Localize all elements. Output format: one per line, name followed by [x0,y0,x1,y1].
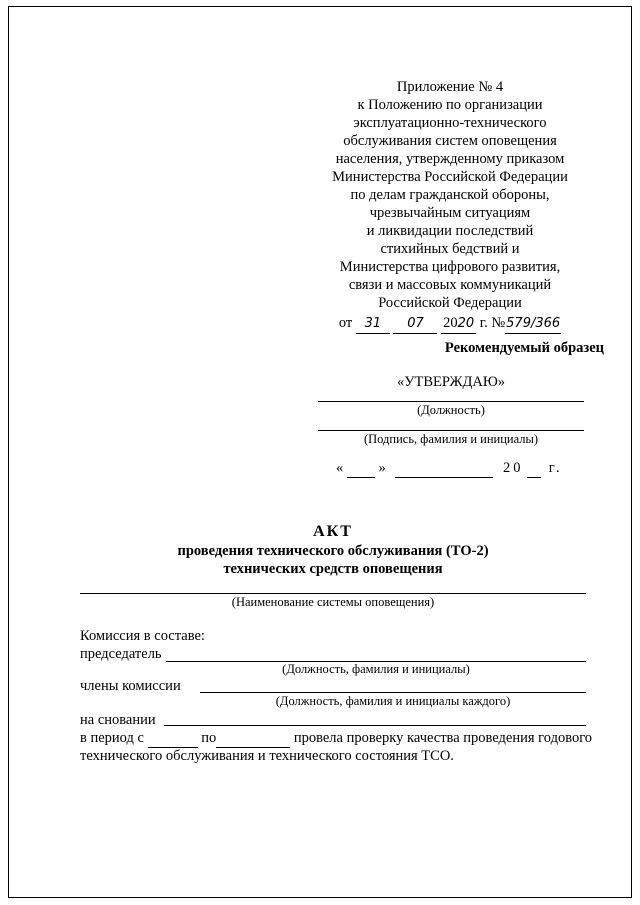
period-to-blank [216,730,290,748]
appendix-line: стихийных бедствий и [380,241,520,257]
appendix-line: населения, утвержденному приказом [335,151,565,167]
approve-year-prefix: 20 [503,460,524,476]
members-label: члены комиссии [80,678,181,694]
recommended-sample-label: Рекомендуемый образец [444,340,604,356]
act-subtitle-2: технических средств оповещения [223,561,443,577]
approve-year-blank [527,460,541,478]
basis-label: на сновании [80,712,156,728]
period-rest: провела проверку качества проведения годового [293,730,593,746]
quote-open: « [336,460,344,476]
act-subtitle-1: проведения технического обслуживания (ТО-2) [177,543,489,559]
signature-line [318,430,584,431]
appendix-date-line [300,314,600,334]
approve-title: «УТВЕРЖДАЮ» [397,374,505,390]
date-year [441,314,476,334]
commission-label: Комиссия в составе: [80,628,205,644]
system-name-line [80,593,586,594]
system-name-caption: (Наименование системы оповещения) [231,595,435,609]
members-line [200,692,586,693]
appendix-line: чрезвычайным ситуациям [369,205,531,221]
appendix-line: к Положению по организации [357,97,543,113]
appendix-line: Министерства цифрового развития, [339,259,561,275]
date-prefix: от [338,315,353,331]
date-year-hand: 20 [457,316,475,331]
chairman-caption: (Должность, фамилия и инициалы) [282,662,470,676]
date-year-prefix: 20 [443,315,458,331]
appendix-line: Российской Федерации [378,295,522,311]
appendix-line: связи и массовых коммуникаций [348,277,552,293]
approve-date-line [336,460,563,478]
appendix-block [300,78,600,334]
period-prefix: в период с [80,730,144,746]
appendix-line: по делам гражданской обороны, [350,187,550,203]
period-by: по [201,730,217,746]
order-number: 579/366 [505,315,561,334]
period-from-blank [148,730,198,748]
appendix-line: Приложение № 4 [396,79,504,95]
approve-day-blank [347,460,375,478]
quote-close: » [378,460,386,476]
date-year-suffix: г. № [479,315,506,331]
period-line [80,730,592,748]
appendix-line: и ликвидации последствий [366,223,534,239]
position-caption: (Должность) [417,403,485,417]
act-title: АКТ [313,523,353,540]
chairman-label: председатель [80,646,162,662]
approve-year-suffix: г. [548,460,563,476]
appendix-line: Министерства Российской Федерации [332,169,568,185]
members-caption: (Должность, фамилия и инициалы каждого) [275,694,511,708]
position-line [318,401,584,402]
signature-caption: (Подпись, фамилия и инициалы) [363,432,539,446]
approve-month-blank [395,460,493,478]
date-month: 07 [393,315,437,334]
appendix-line: обслуживания систем оповещения [343,133,557,149]
appendix-line: эксплуатационно-технического [353,115,547,131]
basis-line [164,725,586,726]
period-line-2: технического обслуживания и технического состояния ТСО. [80,748,454,764]
date-day: 31 [356,315,390,334]
